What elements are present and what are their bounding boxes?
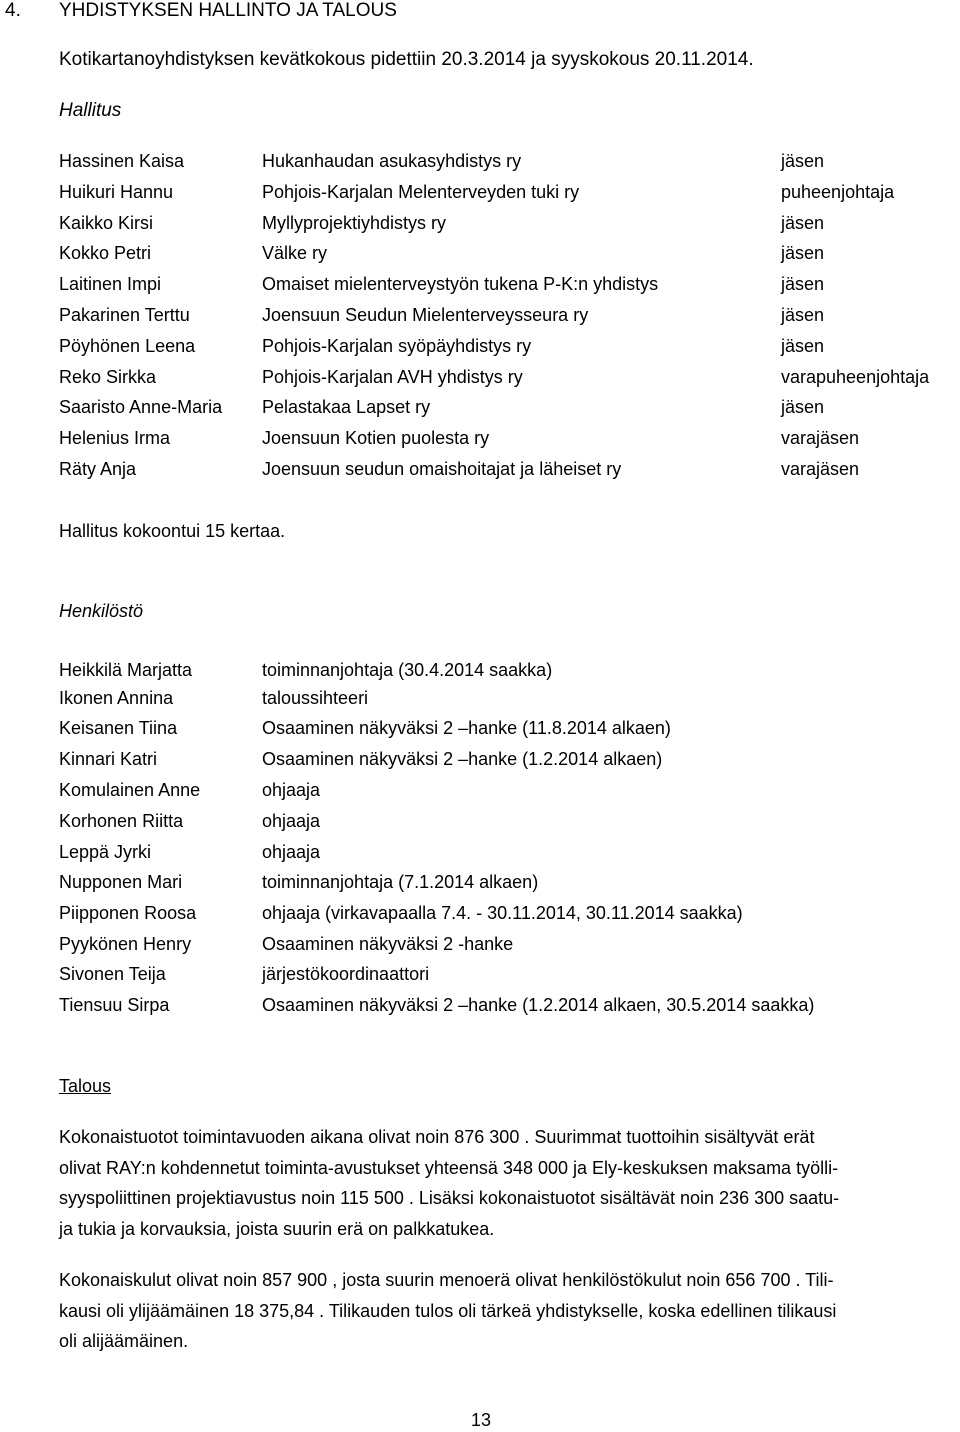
paragraph-line: Kokonaiskulut olivat noin 857 900 , josta suurin menoerä olivat henkilöstökulut noin 656 700 . Tili- <box>59 1270 834 1290</box>
paragraph-line: olivat RAY:n kohdennetut toiminta-avustukset yhteensä 348 000 ja Ely-keskuksen maksama työlli- <box>59 1157 839 1178</box>
board-heading: Hallitus <box>59 100 122 121</box>
board-member-name: Räty Anja <box>59 459 137 479</box>
board-member-role: jäsen <box>781 212 825 233</box>
staff-member-name: Ikonen Annina <box>59 688 174 708</box>
finance-paragraph-1 <box>59 1122 959 1244</box>
paragraph-line: kausi oli ylijäämäinen 18 375,84 . Tilikauden tulos oli tärkeä yhdistykselle, koska edellinen tilikausi <box>59 1300 837 1321</box>
staff-member-name: Piipponen Roosa <box>59 903 197 923</box>
staff-member-role: toiminnanjohtaja (7.1.2014 alkaen) <box>262 872 539 892</box>
staff-member-name: Kinnari Katri <box>59 749 158 769</box>
staff-member-name: Leppä Jyrki <box>59 842 152 862</box>
board-member-role: varajäsen <box>781 428 860 449</box>
board-member-role: jäsen <box>781 397 825 418</box>
paragraph-line: ja tukia ja korvauksia, joista suurin erä on palkkatukea. <box>59 1218 495 1239</box>
board-member-role: jäsen <box>781 274 825 295</box>
board-member-organization: Myllyprojektiyhdistys ry <box>262 212 447 233</box>
board-member-organization: Pohjois-Karjalan AVH yhdistys ry <box>262 366 523 387</box>
staff-member-role: Osaaminen näkyväksi 2 –hanke (1.2.2014 alkaen, 30.5.2014 saakka) <box>262 995 815 1015</box>
page-number: 13 <box>471 1410 492 1430</box>
board-member-role: puheenjohtaja <box>781 181 895 202</box>
board-member-role: jäsen <box>781 151 825 171</box>
staff-member-role: ohjaaja (virkavapaalla 7.4. - 30.11.2014, 30.11.2014 saakka) <box>262 903 743 923</box>
board-member-organization: Pohjois-Karjalan syöpäyhdistys ry <box>262 335 532 356</box>
board-member-role: jäsen <box>781 335 825 356</box>
board-member-organization: Joensuun seudun omaishoitajat ja läheiset ry <box>262 459 622 479</box>
staff-heading: Henkilöstö <box>59 601 144 621</box>
board-member-role: varajäsen <box>781 459 860 479</box>
staff-member-name: Korhonen Riitta <box>59 811 184 831</box>
staff-member-name: Pyykönen Henry <box>59 934 192 954</box>
board-member-organization: Välke ry <box>262 243 328 264</box>
staff-member-role: ohjaaja <box>262 842 321 862</box>
staff-member-role: taloussihteeri <box>262 688 369 708</box>
intro-text: Kotikartanoyhdistyksen kevätkokous pidettiin 20.3.2014 ja syyskokous 20.11.2014. <box>59 49 754 70</box>
paragraph-line: oli alijäämäinen. <box>59 1331 189 1352</box>
board-member-organization: Hukanhaudan asukasyhdistys ry <box>262 151 522 171</box>
board-member-name: Huikuri Hannu <box>59 181 174 202</box>
board-member-role: jäsen <box>781 305 825 325</box>
section-title: YHDISTYKSEN HALLINTO JA TALOUS <box>59 0 397 21</box>
board-member-name: Saaristo Anne-Maria <box>59 397 223 418</box>
finance-heading: Talous <box>59 1076 112 1096</box>
board-member-organization: Joensuun Kotien puolesta ry <box>262 428 490 449</box>
staff-member-role: ohjaaja <box>262 811 321 831</box>
staff-member-role: Osaaminen näkyväksi 2 –hanke (1.2.2014 alkaen) <box>262 749 663 769</box>
board-member-organization: Pelastakaa Lapset ry <box>262 397 431 418</box>
staff-member-role: toiminnanjohtaja (30.4.2014 saakka) <box>262 660 553 680</box>
board-member-name: Pöyhönen Leena <box>59 335 196 356</box>
board-member-organization: Pohjois-Karjalan Melenterveyden tuki ry <box>262 181 580 202</box>
staff-member-role: ohjaaja <box>262 780 321 800</box>
section-number: 4. <box>5 0 21 21</box>
paragraph-line: Kokonaistuotot toimintavuoden aikana olivat noin 876 300 . Suurimmat tuottoihin sisältyvät erät <box>59 1127 815 1147</box>
board-member-name: Hassinen Kaisa <box>59 151 185 171</box>
staff-member-name: Keisanen Tiina <box>59 718 178 738</box>
staff-member-name: Komulainen Anne <box>59 780 201 800</box>
board-member-name: Kaikko Kirsi <box>59 212 154 233</box>
board-member-role: varapuheenjohtaja <box>781 366 930 387</box>
staff-member-name: Heikkilä Marjatta <box>59 660 193 680</box>
board-member-role: jäsen <box>781 243 825 264</box>
staff-member-name: Tiensuu Sirpa <box>59 995 170 1015</box>
paragraph-line: syyspoliittinen projektiavustus noin 115 500 . Lisäksi kokonaistuotot sisältävät noin 236 300 saatu- <box>59 1188 840 1209</box>
board-member-name: Kokko Petri <box>59 243 152 264</box>
board-member-name: Pakarinen Terttu <box>59 305 190 325</box>
board-member-name: Laitinen Impi <box>59 274 162 295</box>
staff-member-name: Nupponen Mari <box>59 872 183 892</box>
board-member-name: Reko Sirkka <box>59 366 157 387</box>
finance-paragraph-2 <box>59 1265 959 1357</box>
board-member-organization: Joensuun Seudun Mielenterveysseura ry <box>262 305 589 325</box>
staff-member-role: Osaaminen näkyväksi 2 –hanke (11.8.2014 alkaen) <box>262 718 671 738</box>
board-meetings-text: Hallitus kokoontui 15 kertaa. <box>59 521 286 541</box>
staff-member-role: Osaaminen näkyväksi 2 -hanke <box>262 934 514 954</box>
board-member-name: Helenius Irma <box>59 428 171 449</box>
staff-member-name: Sivonen Teija <box>59 964 166 984</box>
board-member-organization: Omaiset mielenterveystyön tukena P-K:n yhdistys <box>262 274 659 295</box>
staff-member-role: järjestökoordinaattori <box>262 964 430 984</box>
